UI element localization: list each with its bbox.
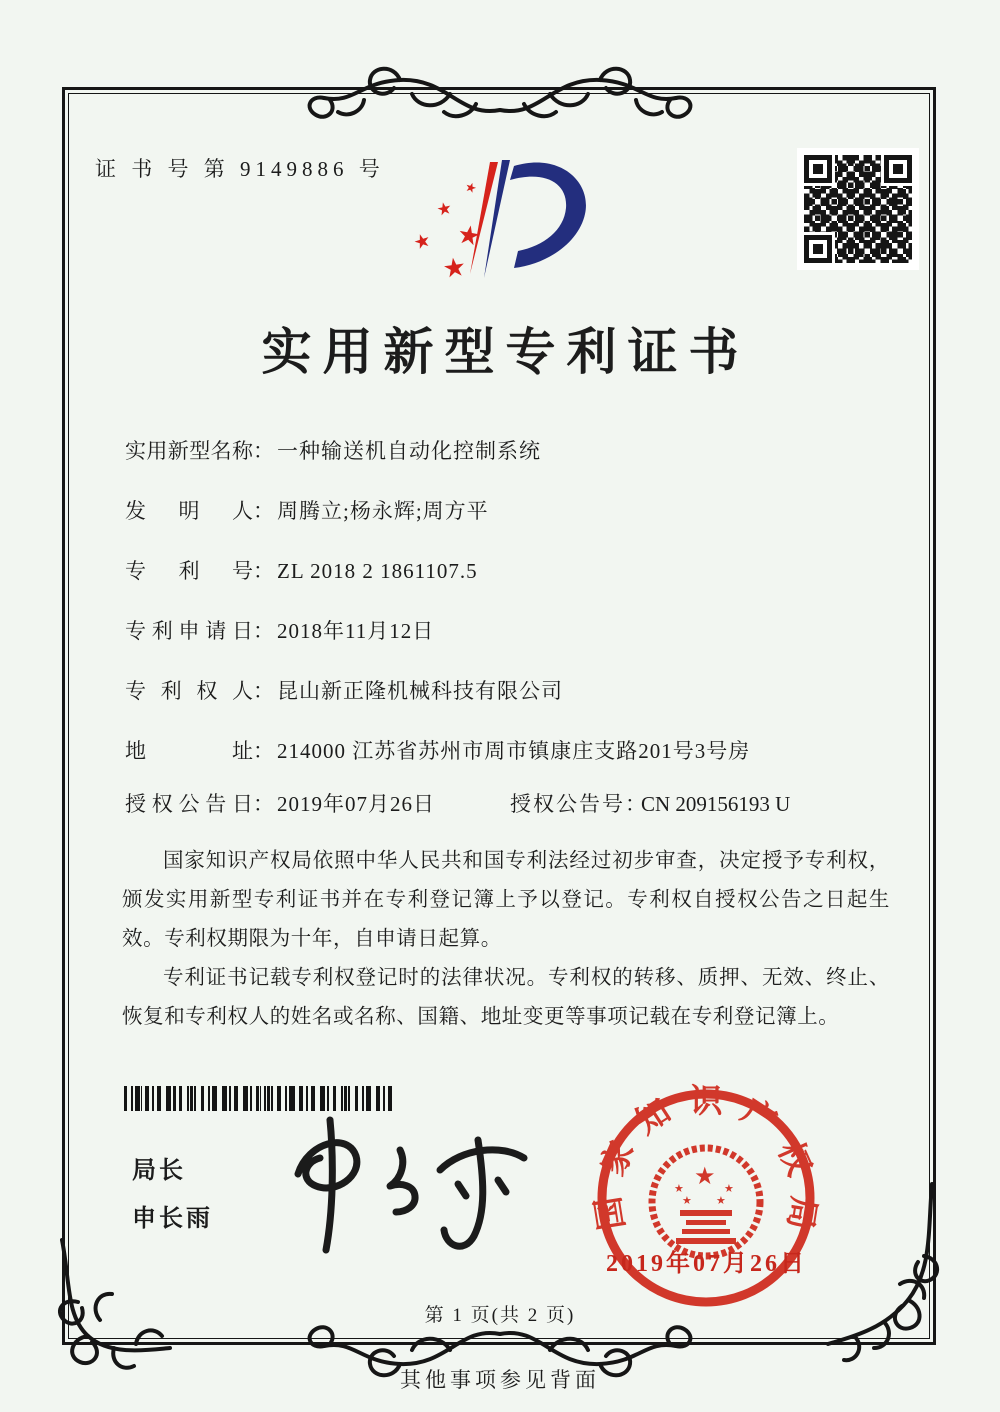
field-value: 周腾立;杨永辉;周方平	[277, 499, 489, 523]
field-label: 发明人	[125, 499, 253, 523]
field-label: 地址	[125, 739, 253, 763]
field-colon: ：	[253, 499, 274, 523]
svg-text:★: ★	[434, 198, 454, 221]
svg-text:★: ★	[716, 1194, 726, 1207]
field-address	[125, 735, 895, 765]
commissioner-signature-icon	[272, 1112, 552, 1262]
certificate-number: 证 书 号 第 9149886 号	[95, 157, 385, 181]
field-grant-publication-number	[510, 788, 790, 818]
field-label: 专利申请日	[125, 619, 253, 643]
bottom-right-corner-ornament	[820, 1180, 945, 1370]
field-value: 2019年07月26日	[277, 792, 435, 816]
field-colon: ：	[253, 619, 274, 643]
svg-text:★: ★	[694, 1162, 716, 1190]
field-colon: ：	[625, 792, 646, 816]
svg-text:国家知识产权局	[590, 1083, 821, 1232]
barcode-icon	[124, 1086, 394, 1111]
svg-text:★: ★	[410, 228, 434, 255]
qr-finder-bottom-left	[804, 235, 832, 263]
seal-org-text: 国家知识产权局	[590, 1083, 822, 1233]
field-value: 2018年11月12日	[277, 619, 435, 643]
field-label: 专利权人	[125, 679, 253, 703]
field-label: 授权公告号	[510, 792, 625, 816]
qr-code-icon	[797, 148, 919, 270]
field-patentee	[125, 675, 895, 705]
field-inventors	[125, 495, 895, 525]
commissioner-name: 申长雨	[132, 1206, 213, 1232]
top-flourish-ornament	[290, 48, 710, 132]
field-grant-date	[125, 788, 895, 818]
seal-date: 2019年07月26日	[606, 1251, 807, 1277]
field-colon: ：	[253, 679, 274, 703]
field-colon: ：	[253, 792, 274, 816]
qr-finder-top-right	[884, 155, 912, 183]
field-value: ZL 2018 2 1861107.5	[277, 559, 478, 583]
commissioner-title: 局长	[132, 1158, 186, 1184]
legal-paragraph-2: 专利证书记载专利权登记时的法律状况。专利权的转移、质押、无效、终止、恢复和专利权人的姓名或名称、国籍、地址变更等事项记载在专利登记簿上。	[122, 967, 890, 1028]
field-colon: ：	[253, 439, 274, 463]
qr-finder-top-left	[804, 155, 832, 183]
cnipa-official-seal-icon	[590, 1082, 822, 1314]
legal-paragraph-1: 国家知识产权局依照中华人民共和国专利法经过初步审查，决定授予专利权，颁发实用新型专利证书并在专利登记簿上予以登记。专利权自授权公告之日起生效。专利权期限为十年，自申请日起算。	[122, 850, 890, 950]
back-note: 其他事项参见背面	[400, 1368, 600, 1392]
field-label: 实用新型名称	[125, 439, 253, 463]
field-utility-model-name	[125, 435, 895, 465]
field-value: 214000 江苏省苏州市周市镇康庄支路201号3号房	[277, 739, 751, 763]
page-indicator: 第 1 页(共 2 页)	[424, 1305, 576, 1326]
field-colon: ：	[253, 559, 274, 583]
field-patent-number	[125, 555, 895, 585]
field-value: 昆山新正隆机械科技有限公司	[277, 679, 563, 703]
field-value: CN 209156193 U	[641, 792, 791, 816]
field-colon: ：	[253, 739, 274, 763]
svg-text:★: ★	[724, 1182, 734, 1195]
svg-text:★: ★	[674, 1182, 684, 1195]
svg-text:★: ★	[682, 1194, 692, 1207]
legal-text-block	[122, 842, 890, 1037]
seal-national-emblem	[652, 1148, 760, 1256]
field-filing-date	[125, 615, 895, 645]
svg-text:★: ★	[462, 179, 479, 198]
field-label: 授权公告日	[125, 792, 253, 816]
field-value: 一种输送机自动化控制系统	[277, 439, 541, 463]
cnipa-patent-logo-icon	[398, 150, 598, 295]
svg-text:★: ★	[440, 251, 469, 285]
field-label: 专利号	[125, 559, 253, 583]
certificate-title: 实用新型专利证书	[261, 324, 750, 380]
svg-text:★: ★	[454, 219, 483, 253]
